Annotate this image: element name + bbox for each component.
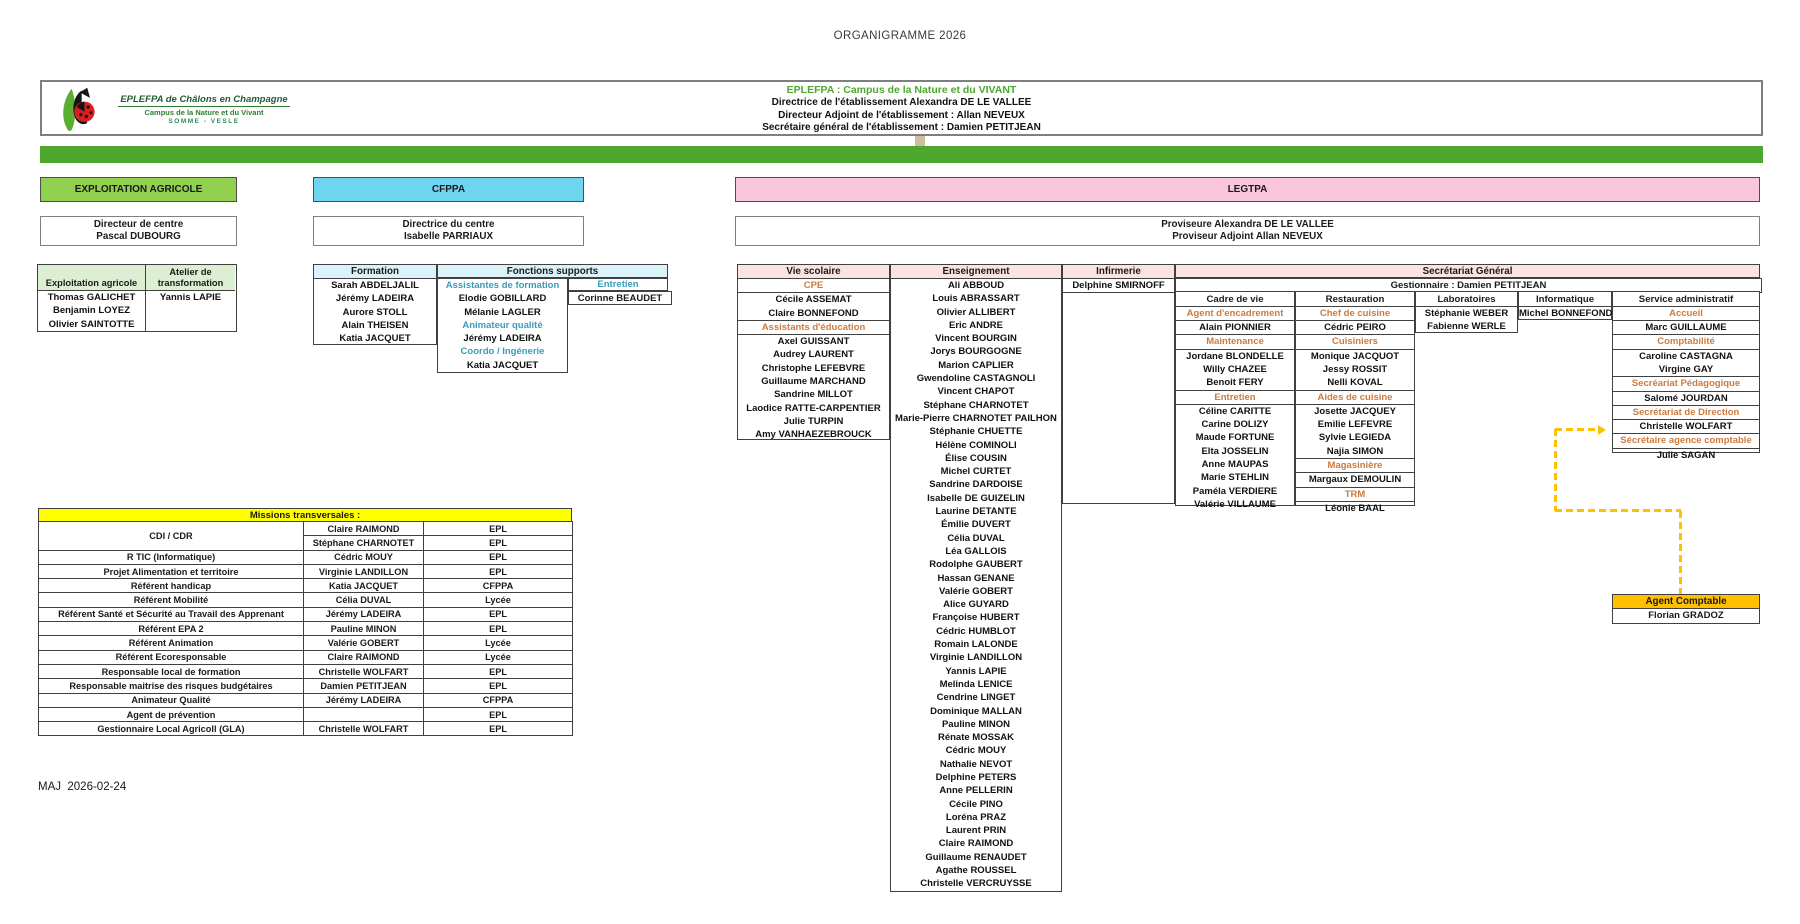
exploitation-staff-table [37, 264, 237, 332]
staff-name: Stéphanie WEBER [1424, 307, 1509, 319]
staff-name: Yannis LAPIE [945, 665, 1007, 677]
mission-cell: Référent Animation [39, 636, 304, 650]
section-legtpa: LEGTPA [735, 177, 1760, 202]
mission-cell: CFPPA [424, 693, 573, 707]
staff-name: Léonie BAAL [1325, 502, 1385, 514]
proviseur-adjoint-line: Proviseur Adjoint Allan NEVEUX [1172, 231, 1323, 242]
missions-table-body [39, 522, 573, 736]
cadre-de-vie-list [1176, 307, 1294, 511]
staff-name: Cécile PINO [949, 798, 1003, 810]
exploitation-director-box [40, 216, 237, 246]
staff-name: Françoise HUBERT [932, 612, 1020, 624]
staff-name: Romain LALONDE [934, 639, 1018, 651]
proviseure-line: Proviseure Alexandra DE LE VALLEE [1161, 218, 1334, 230]
column-header: Enseignement [891, 265, 1061, 279]
mission-cell: Célia DUVAL [304, 593, 424, 607]
role-label: Animateur qualité [462, 319, 543, 331]
mission-cell: CDI / CDR [39, 522, 304, 551]
staff-name: Mélanie LAGLER [464, 306, 541, 318]
staff-name: Yannis LAPIE [159, 292, 222, 303]
mission-cell: Référent EPA 2 [39, 622, 304, 636]
directeur-adjoint-line: Directeur Adjoint de l'établissement : Allan NEVEUX [778, 109, 1025, 121]
staff-name: Sylvie LEGIEDA [1318, 432, 1392, 444]
role-label: CPE [738, 279, 889, 293]
staff-name: Jérémy LADEIRA [463, 333, 542, 345]
staff-name: Claire BONNEFOND [768, 307, 859, 319]
legtpa-director-box [735, 216, 1760, 246]
staff-name: Benjamin LOYEZ [52, 305, 131, 317]
mission-cell: Claire RAIMOND [304, 650, 424, 664]
staff-name: Nelli KOVAL [1327, 377, 1383, 389]
mission-cell: Agent de prévention [39, 707, 304, 721]
column-header: Service administratif [1613, 292, 1759, 306]
staff-name: Anne PELLERIN [939, 785, 1013, 797]
mission-row [39, 722, 573, 736]
directrice-line: Directrice de l'établissement Alexandra DE LE VALLEE [771, 96, 1032, 108]
cfppa-supports-header: Fonctions supports [437, 264, 668, 278]
service-administratif-column [1612, 291, 1760, 461]
staff-name: Katia JACQUET [339, 333, 411, 345]
staff-name: Cécile ASSEMAT [775, 294, 852, 306]
staff-name: Cédric HUMBLOT [936, 625, 1016, 637]
formation-names-list [314, 279, 436, 345]
informatique-list [1519, 307, 1611, 320]
staff-name: Julie SAGAN [1656, 449, 1716, 461]
staff-name: Michel BONNEFOND [1519, 307, 1613, 319]
missions-table [38, 521, 573, 736]
role-label: Accueil [1613, 307, 1759, 321]
role-label: Secréariat Pédagogique [1613, 376, 1759, 391]
staff-name: Agathe ROUSSEL [935, 865, 1017, 877]
staff-name: Paméla VERDIERE [1192, 485, 1278, 497]
cadre-de-vie-column [1175, 291, 1295, 510]
staff-name: Marion CAPLIER [938, 359, 1014, 371]
logo-title: EPLEFPA de Châlons en Champagne [120, 94, 288, 105]
staff-name: Alain THEISEN [341, 319, 409, 331]
mission-row [39, 607, 573, 621]
staff-name: Guillaume MARCHAND [761, 376, 866, 388]
staff-name: Marc GUILLAUME [1645, 322, 1727, 334]
gestionnaire-row: Gestionnaire : Damien PETITJEAN [1175, 278, 1762, 293]
staff-name: Virgine GAY [1658, 363, 1714, 375]
service-administratif-list [1613, 307, 1759, 462]
missions-title: Missions transversales : [38, 508, 572, 522]
vie-scolaire-list [738, 279, 889, 442]
connector-dash-segment [1555, 509, 1681, 512]
staff-name: Dominique MALLAN [930, 705, 1022, 717]
infirmerie-column [1062, 264, 1175, 504]
staff-name: Thomas GALICHET [47, 292, 136, 303]
role-label: Agent d'encadrement [1176, 307, 1294, 321]
staff-name: Isabelle DE GUIZELIN [927, 492, 1025, 504]
staff-name: Sarah ABDELJALIL [331, 280, 419, 291]
staff-name: Cédric MOUY [945, 745, 1007, 757]
staff-name: Benoit FERY [1206, 377, 1264, 389]
laboratoires-column [1415, 291, 1518, 333]
role-label: Aides de cuisine [1296, 390, 1414, 405]
staff-name: Axel GUISSANT [777, 336, 850, 348]
agent-comptable-name: Florian GRADOZ [1648, 610, 1724, 622]
mission-cell: Damien PETITJEAN [304, 679, 424, 693]
column-header: Laboratoires [1416, 292, 1517, 306]
mission-cell: Christelle WOLFART [304, 722, 424, 736]
mission-cell: EPL [424, 722, 573, 736]
director-name: Isabelle PARRIAUX [403, 231, 494, 242]
staff-name: Ali ABBOUD [947, 280, 1005, 291]
mission-cell: Référent Santé et Sécurité au Travail des Apprenant [39, 607, 304, 621]
vie-scolaire-column [737, 264, 890, 440]
staff-name: Anne MAUPAS [1201, 459, 1269, 471]
agent-comptable-box [1612, 594, 1760, 624]
role-label: TRM [1296, 487, 1414, 502]
mission-cell: Stéphane CHARNOTET [304, 536, 424, 550]
staff-name: Melinda LENICE [939, 678, 1013, 690]
role-label: Magasinière [1296, 458, 1414, 473]
mission-cell: Cédric MOUY [304, 550, 424, 564]
column-header: Atelier de transformation [146, 265, 235, 291]
staff-name: Julie TURPIN [783, 415, 844, 427]
staff-name: Najia SIMON [1326, 445, 1384, 457]
staff-name: Célia DUVAL [947, 532, 1005, 544]
mission-row [39, 650, 573, 664]
cfppa-supports-column [437, 278, 568, 373]
role-label: Secrétariat de Direction [1613, 405, 1759, 420]
role-label: Entretien [1176, 390, 1294, 405]
staff-name: Delphine SMIRNOFF [1063, 279, 1174, 293]
staff-name: Olivier SAINTOTTE [48, 318, 135, 330]
role-label: Chef de cuisine [1296, 307, 1414, 321]
staff-name: Michel CURTET [940, 466, 1012, 478]
staff-name: Amy VANHAEZEBROUCK [755, 429, 872, 441]
staff-name: Aurore STOLL [342, 306, 408, 318]
staff-name: Eric ANDRE [948, 319, 1004, 331]
staff-name: Virginie LANDILLON [929, 652, 1023, 664]
staff-name: Carine DOLIZY [1201, 419, 1269, 431]
staff-name: Laurent PRIN [945, 825, 1007, 837]
section-exploitation-agricole: EXPLOITATION AGRICOLE [40, 177, 237, 202]
cfppa-formation-column [313, 264, 437, 345]
secretaire-general-line: Secrétaire général de l'établissement : Damien PETITJEAN [762, 122, 1041, 134]
staff-name: Marie-Pierre CHARNOTET PAILHON [895, 412, 1057, 424]
role-label: Coordo / Ingénerie [460, 346, 545, 358]
mission-row [39, 550, 573, 564]
mission-row [39, 593, 573, 607]
mission-cell: Pauline MINON [304, 622, 424, 636]
column-header: Infirmerie [1063, 265, 1174, 279]
director-name: Pascal DUBOURG [96, 231, 181, 242]
column-header: Informatique [1519, 292, 1611, 306]
staff-name: Salomé JOURDAN [1644, 392, 1728, 404]
mission-row [39, 522, 573, 536]
staff-name: Guillaume RENAUDET [925, 851, 1027, 863]
staff-name: Christelle WOLFART [1639, 421, 1733, 433]
restauration-list [1296, 307, 1414, 515]
column-header: Exploitation agricole [38, 265, 145, 291]
staff-name: Hélène COMINOLI [935, 439, 1017, 451]
mission-cell: Christelle WOLFART [304, 664, 424, 678]
cfppa-director-box [313, 216, 584, 246]
mission-row [39, 579, 573, 593]
role-label: Comptabilité [1613, 334, 1759, 349]
green-divider-bar [40, 146, 1763, 163]
agent-comptable-title: Agent Comptable [1613, 595, 1759, 609]
exploitation-names-list [38, 291, 145, 331]
role-label: Cuisiniers [1296, 334, 1414, 349]
mission-cell: EPL [424, 622, 573, 636]
staff-name: Vincent BOURGIN [935, 333, 1017, 345]
mission-row [39, 636, 573, 650]
staff-name: Cédric PEIRO [1324, 322, 1386, 334]
connector-dash-segment [1554, 429, 1557, 511]
staff-name: Olivier ALLIBERT [936, 306, 1016, 318]
staff-name: Cendrine LINGET [936, 692, 1016, 704]
staff-name: Valérie GOBERT [939, 585, 1013, 597]
staff-name: Pauline MINON [941, 718, 1011, 730]
staff-name: Sandrine MILLOT [774, 389, 853, 401]
mission-cell: Référent Ecoresponsable [39, 650, 304, 664]
mission-cell: Référent Mobilité [39, 593, 304, 607]
staff-name: Loréna PRAZ [945, 811, 1007, 823]
mission-cell: Animateur Qualité [39, 693, 304, 707]
cfppa-entretien-header: Entretien [568, 278, 668, 291]
mission-cell: EPL [424, 564, 573, 578]
maj-date: MAJ 2026-02-24 [38, 781, 127, 793]
mission-cell: Gestionnaire Local Agricoll (GLA) [39, 722, 304, 736]
eplefpa-campus-line: EPLEFPA : Campus de la Nature et du VIVANT [786, 84, 1017, 96]
staff-name: Jorys BOURGOGNE [930, 346, 1022, 358]
column-header: Vie scolaire [738, 265, 889, 279]
mission-cell: Jérémy LADEIRA [304, 693, 424, 707]
logo-location: SOMME - VESLE [168, 118, 240, 125]
role-label: Maintenance [1176, 334, 1294, 349]
mission-row [39, 679, 573, 693]
director-role: Directeur de centre [93, 218, 184, 230]
mission-cell [304, 707, 424, 721]
staff-name: Laodice RATTE-CARPENTIER [746, 402, 881, 414]
staff-name: Élise COUSIN [945, 452, 1007, 464]
mission-cell: Jérémy LADEIRA [304, 607, 424, 621]
restauration-column [1295, 291, 1415, 514]
staff-name: Katia JACQUET [466, 359, 539, 371]
mission-cell: EPL [424, 607, 573, 621]
column-header: Cadre de vie [1176, 292, 1294, 306]
staff-name: Monique JACQUOT [1310, 350, 1400, 362]
supports-rows-list [438, 279, 567, 372]
section-cfppa: CFPPA [313, 177, 584, 202]
staff-name: Margaux DEMOULIN [1308, 474, 1402, 486]
informatique-column [1518, 291, 1612, 320]
staff-name: Vincent CHAPOT [937, 386, 1015, 398]
staff-name: Alice GUYARD [943, 599, 1009, 611]
staff-name: Fabienne WERLE [1427, 321, 1506, 333]
atelier-names-list [146, 291, 235, 304]
staff-name: Audrey LAURENT [773, 349, 854, 361]
mission-row [39, 664, 573, 678]
director-role: Directrice du centre [402, 218, 495, 230]
staff-name: Elodie GOBILLARD [458, 293, 547, 305]
staff-name: Jessy ROSSIT [1322, 363, 1388, 375]
role-label: Assistantes de formation [445, 280, 560, 291]
staff-name: Sandrine DARDOISE [929, 479, 1023, 491]
staff-name: Gwendoline CASTAGNOLI [916, 373, 1036, 385]
establishment-info [42, 84, 1761, 135]
mission-cell: Valérie GOBERT [304, 636, 424, 650]
mission-cell: Lycée [424, 593, 573, 607]
mission-cell: Référent handicap [39, 579, 304, 593]
staff-name: Elta JOSSELIN [1201, 445, 1269, 457]
mission-cell: EPL [424, 679, 573, 693]
staff-name: Delphine PETERS [935, 771, 1017, 783]
staff-name: Stéphane CHARNOTET [923, 399, 1029, 411]
mission-cell: Claire RAIMOND [304, 522, 424, 536]
mission-row [39, 622, 573, 636]
staff-name: Jordane BLONDELLE [1186, 350, 1284, 362]
mission-cell: Lycée [424, 636, 573, 650]
staff-name: Valérie VILLAUME [1194, 498, 1276, 510]
page-title: ORGANIGRAMME 2026 [833, 30, 967, 42]
mission-row [39, 693, 573, 707]
staff-name: Marie STEHLIN [1200, 472, 1270, 484]
mission-cell: R TIC (Informatique) [39, 550, 304, 564]
enseignement-column [890, 264, 1062, 892]
staff-name: Christelle VERCRUYSSE [920, 878, 1032, 890]
mission-cell: Lycée [424, 650, 573, 664]
staff-name: Willy CHAZEE [1203, 363, 1267, 375]
mission-cell: EPL [424, 664, 573, 678]
mission-cell: Responsable maitrise des risques budgétaires [39, 679, 304, 693]
connector-dash-segment [1679, 511, 1682, 594]
mission-cell: EPL [424, 536, 573, 550]
staff-name: Nathalie NEVOT [939, 758, 1013, 770]
mission-cell: CFPPA [424, 579, 573, 593]
establishment-header-box [40, 80, 1763, 136]
mission-cell: Projet Alimentation et territoire [39, 564, 304, 578]
mission-row [39, 707, 573, 721]
mission-cell: EPL [424, 707, 573, 721]
staff-name: Alain PIONNIER [1199, 322, 1271, 334]
role-label: Assistants d'éducation [738, 320, 889, 335]
column-header: Restauration [1296, 292, 1414, 306]
staff-name: Christophe LEFEBVRE [761, 362, 866, 374]
atelier-transformation-column [145, 265, 235, 331]
staff-name: Emilie LEFEVRE [1317, 419, 1393, 431]
staff-name: Léa GALLOIS [945, 545, 1007, 557]
staff-name: Émilie DUVERT [941, 519, 1011, 531]
staff-name: Rénate MOSSAK [937, 732, 1014, 744]
mission-cell: EPL [424, 550, 573, 564]
connector-dash-segment [1555, 428, 1599, 431]
cfppa-entretien-name: Corinne BEAUDET [568, 291, 672, 304]
mission-row [39, 564, 573, 578]
exploitation-agricole-column [38, 265, 145, 331]
staff-name: Josette JACQUEY [1314, 405, 1396, 417]
staff-name: Claire RAIMOND [938, 838, 1014, 850]
staff-name: Caroline CASTAGNA [1639, 350, 1733, 362]
mission-cell: EPL [424, 522, 573, 536]
staff-name: Rodolphe GAUBERT [929, 559, 1023, 571]
staff-name: Céline CARITTE [1198, 405, 1272, 417]
connector-arrow-icon [1598, 425, 1606, 435]
staff-name: Jérémy LADEIRA [335, 293, 415, 305]
mission-cell: Responsable local de formation [39, 664, 304, 678]
staff-name: Stéphanie CHUETTE [929, 426, 1023, 438]
mission-cell: Katia JACQUET [304, 579, 424, 593]
mission-cell: Virginie LANDILLON [304, 564, 424, 578]
staff-name: Maude FORTUNE [1195, 432, 1275, 444]
logo-subtitle: Campus de la Nature et du Vivant [144, 108, 264, 117]
secretariat-general-header: Secrétariat Général [1175, 264, 1760, 278]
staff-name: Hassan GENANE [937, 572, 1015, 584]
enseignement-list [891, 279, 1061, 891]
role-label: Sécrétaire agence comptable [1613, 433, 1759, 448]
staff-name: Laurine DETANTE [935, 506, 1017, 518]
staff-name: Louis ABRASSART [932, 293, 1020, 305]
laboratoires-list [1416, 307, 1517, 334]
column-header: Formation [314, 265, 436, 279]
